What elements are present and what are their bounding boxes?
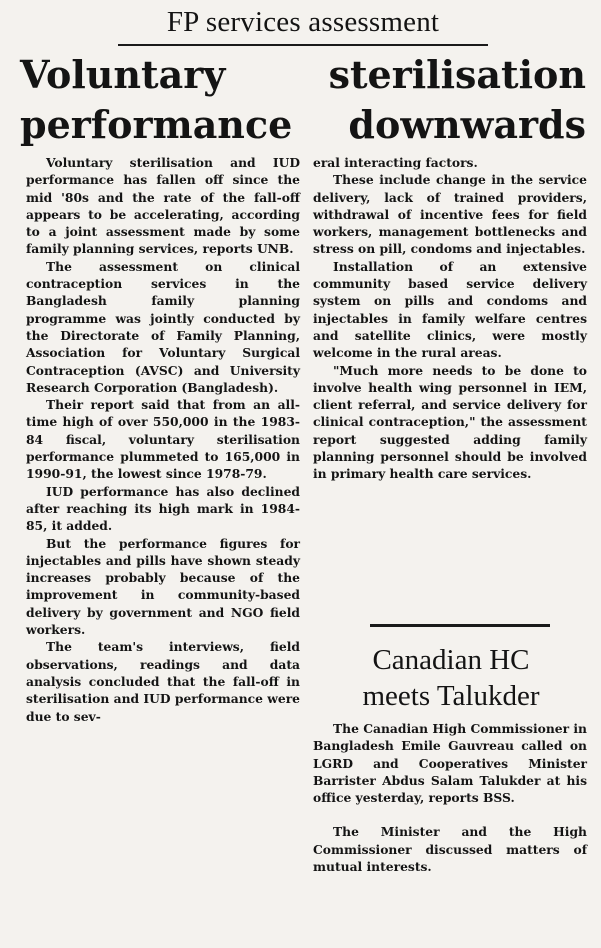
kicker-underline [118,44,488,46]
second-story-body [313,720,587,875]
article-column-right [313,154,587,483]
second-headline-line-1: Canadian HC [372,644,530,676]
article-paragraph: The assessment on clinical contraception services in the Bangladesh family planning programme was jointly conducted by the Directorate of Family Planning, Association for Voluntary Surgical Contraception (AVSC) and University Research Corporation (Bangladesh). [26,258,300,395]
second-story-paragraph: The Canadian High Commissioner in Bangladesh Emile Gauvreau called on LGRD and Cooperatives Minister Barrister Abdus Salam Talukder at his office yesterday, reports BSS. [313,721,587,806]
article-paragraph: The team's interviews, field observations, readings and data analysis concluded that the fall-off in sterilisation and IUD performance were due to sev- [26,639,300,724]
article-paragraph: These include change in the service delivery, lack of trained providers, withdrawal of incentive fees for field workers, management bottlenecks and stress on pill, condoms and injectables. [313,172,587,257]
headline-line-1: Voluntary sterilisation [20,52,586,97]
headline-line-2: performance downwards [20,102,586,147]
second-headline-line-2: meets Talukder [362,680,540,712]
story-separator-rule [370,624,550,627]
article-paragraph: Voluntary sterilisation and IUD performance has fallen off since the mid '80s and the rate of the fall-off appears to be accelerating, according to a joint assessment made by some family planning services, reports UNB. [26,155,300,257]
article-column-left [26,154,300,725]
article-paragraph-continued: eral interacting factors. [313,155,478,170]
second-story-paragraph: The Minister and the High Commissioner discussed matters of mutual interests. [313,824,587,875]
article-paragraph: But the performance figures for injectables and pills have shown steady increases probably because of the improvement in community-based delivery by government and NGO field workers. [26,535,300,638]
section-kicker: FP services assessment [166,6,440,38]
article-paragraph: Installation of an extensive community based service delivery system on pills and condoms and injectables in family welfare centres and satellite clinics, were mostly welcome in the rural areas. [313,258,587,361]
article-paragraph: IUD performance has also declined after reaching its high mark in 1984-85, it added. [26,483,300,534]
main-headline [20,50,586,150]
article-paragraph: Their report said that from an all-time high of over 550,000 in the 1983-84 fiscal, voluntary sterilisation performance plummeted to 165,000 in 1990-91, the lowest since 1978-79. [26,397,300,482]
article-paragraph: "Much more needs to be done to involve health wing personnel in IEM, client referral, and service delivery for clinical contraception," the assessment report suggested adding family planning personnel should be involved in primary health care services. [313,362,587,482]
second-story-headline [320,642,582,714]
